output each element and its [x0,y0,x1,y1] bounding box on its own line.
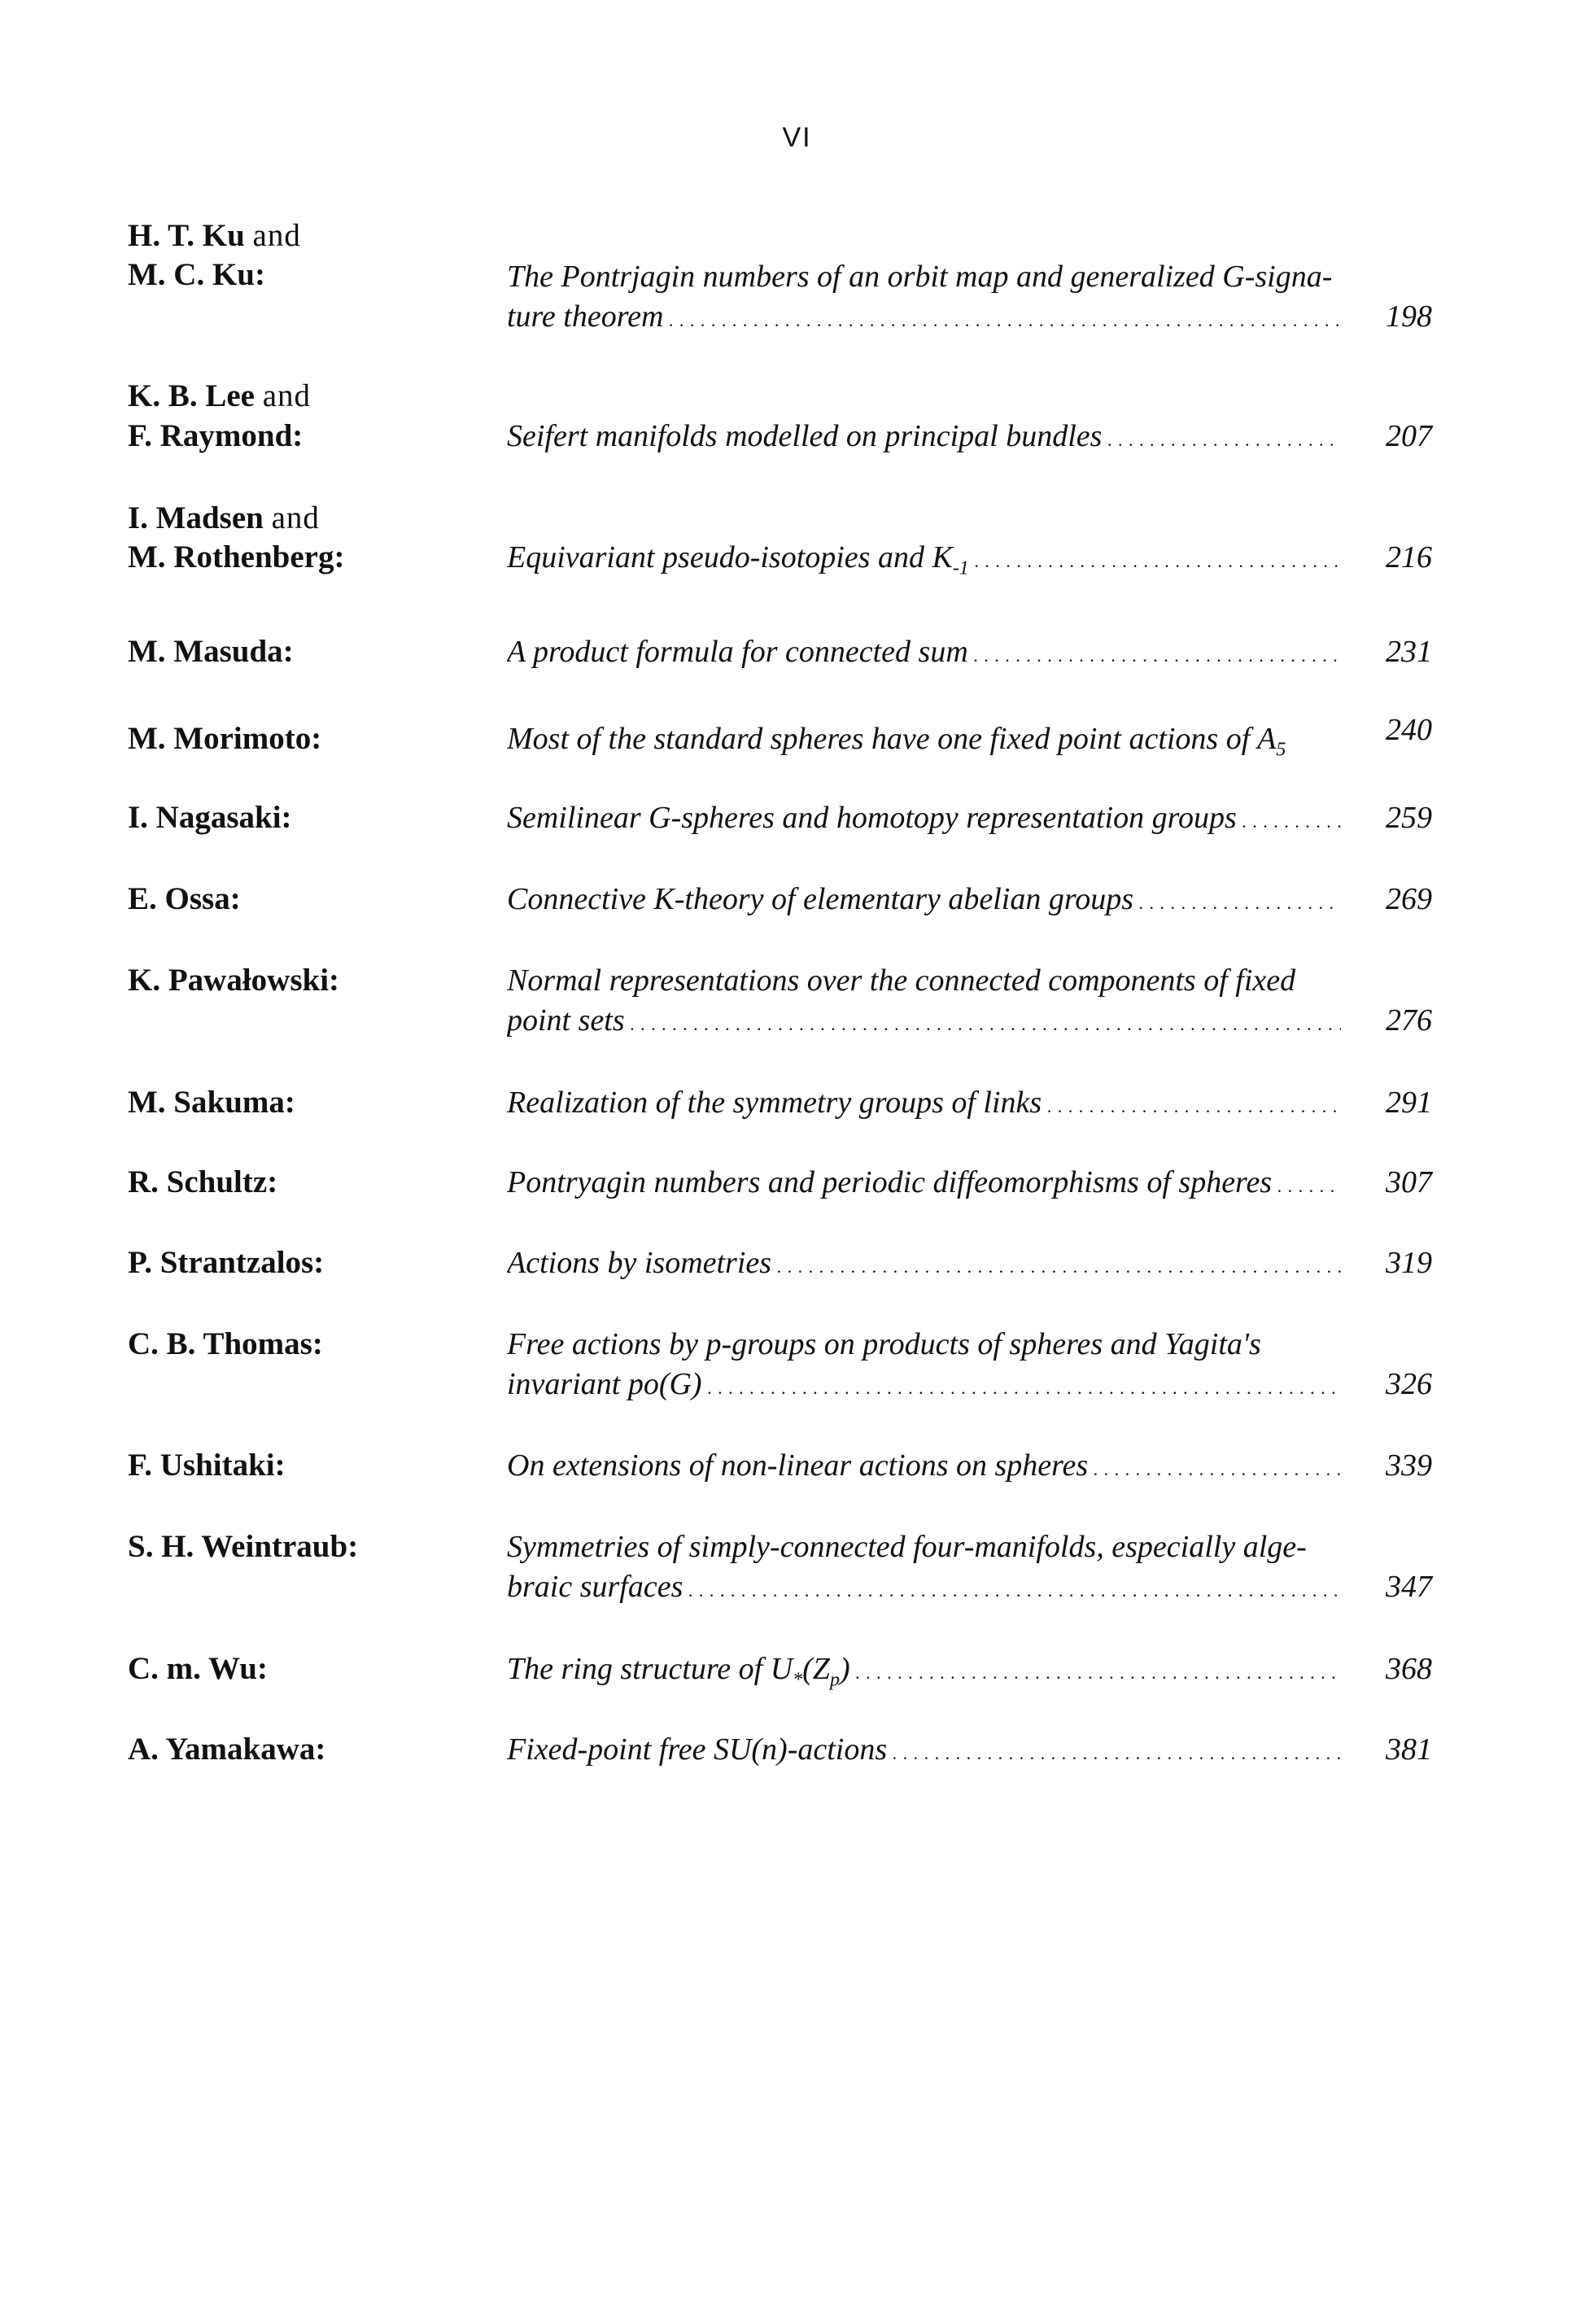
page-ref: 291 [1386,1086,1432,1120]
author-line [128,1243,502,1283]
author-line [128,631,502,672]
entry-title [507,537,1341,582]
page-ref: 319 [1386,1246,1432,1280]
entry-title: Actions by isometries . . . [507,1243,1341,1287]
author-name: A. Yamakawa [128,1732,316,1767]
author-colon: : [315,1732,326,1767]
author-colon: : [274,1448,286,1483]
author-line [128,1649,502,1689]
author-line [128,216,502,256]
author-conjunction: and [262,378,312,413]
author-line [128,960,502,1001]
page-ref: 347 [1386,1570,1432,1604]
entry-title: ture theorem . . . [507,296,1341,341]
entry-title: Fixed-point free SU(n)-actions . . . [507,1729,1341,1774]
entry-title: Symmetries of simply-connected four-manifolds, especially alge- [507,1530,1307,1564]
author-name: S. H. Weintraub [128,1529,348,1564]
author-colon: : [255,257,265,292]
title-text: Most of the standard spheres have one fixed point actions of A [507,722,1277,756]
author-conjunction: and [271,500,320,535]
page-ref: 207 [1386,419,1432,453]
author-colon: : [329,963,340,998]
author-colon: : [284,1085,295,1120]
page-ref: 269 [1386,882,1432,916]
entry-title: Free actions by p-groups on products of spheres and Yagita's [507,1327,1261,1361]
author-colon: : [256,1651,268,1686]
entry-title [507,1649,1341,1693]
page-ref: 240 [1386,713,1432,747]
author-colon: : [313,1245,325,1280]
page-ref: 259 [1386,801,1432,835]
page-ref: 276 [1386,1003,1432,1038]
author-line [128,1445,502,1486]
title-subscript: -1 [952,557,969,579]
page-number: VI [782,122,812,153]
author-line [128,1729,502,1770]
title-subscript: p [829,1669,840,1691]
author-line [128,376,502,417]
author-name: M. Sakuma [128,1085,285,1120]
author-name: F. Ushitaki [128,1448,275,1483]
page-ref: 381 [1386,1732,1432,1767]
entry-title: Pontryagin numbers and periodic diffeomorphisms of spheres . . . [507,1162,1341,1207]
author-line [128,416,502,456]
title-text: ) [839,1652,850,1686]
page-ref: 307 [1386,1165,1432,1199]
entry-title [507,719,1341,759]
author-name: C. B. Thomas [128,1326,312,1361]
author-colon: : [347,1529,359,1564]
entry-title: A product formula for connected sum . . . [507,631,1341,676]
author-colon: : [292,418,304,453]
title-subscript: 5 [1276,739,1286,759]
author-line [128,1324,502,1365]
author-line [128,879,502,920]
entry-title: Realization of the symmetry groups of links . . . [507,1082,1341,1127]
entry-title: The Pontrjagin numbers of an orbit map and generalized G-signa- [507,260,1333,294]
author-name: I. Nagasaki [128,800,282,835]
entry-title: invariant po(G) . . . [507,1364,1341,1409]
author-line [128,719,502,759]
author-name: M. Morimoto [128,721,312,756]
page-ref: 231 [1386,635,1432,669]
author-name: M. Rothenberg [128,540,334,574]
page-ref: 339 [1386,1448,1432,1483]
title-text: The ring structure of U [507,1652,793,1686]
author-line [128,1082,502,1123]
author-line [128,1527,502,1567]
author-line [128,1162,502,1203]
page-ref: 368 [1386,1652,1432,1686]
author-line [128,498,502,539]
author-colon: : [311,721,322,756]
author-colon: : [312,1326,323,1361]
entry-title: point sets . . . [507,1000,1341,1045]
author-name: R. Schultz [128,1164,268,1199]
title-subscript: * [793,1669,803,1691]
page-ref: 216 [1386,540,1432,574]
author-name: F. Raymond [128,418,293,453]
author-conjunction: and [252,218,301,253]
author-name: P. Strantzalos [128,1245,314,1280]
page-ref: 198 [1386,299,1432,334]
author-line [128,797,502,838]
author-name: E. Ossa [128,881,230,916]
entry-title: Connective K-theory of elementary abelian groups . . . [507,879,1341,924]
entry-title: Semilinear G-spheres and homotopy representation groups . . . [507,797,1341,842]
author-name: M. C. Ku [128,257,255,292]
author-colon: : [282,634,294,669]
author-line [128,537,502,578]
page-ref: 326 [1386,1367,1432,1401]
title-text: Equivariant pseudo-isotopies and K [507,540,953,574]
author-colon: : [229,881,241,916]
entry-title: Normal representations over the connected components of fixed [507,963,1296,998]
entry-title: Seifert manifolds modelled on principal bundles . . . [507,416,1341,461]
title-text: (Z [802,1652,830,1686]
author-name: K. B. Lee [128,378,255,413]
entry-title: On extensions of non-linear actions on spheres . . . [507,1445,1341,1490]
author-line [128,255,502,295]
author-colon: : [267,1164,278,1199]
author-name: H. T. Ku [128,218,245,253]
author-name: K. Pawałowski [128,963,330,998]
entry-title: braic surfaces . . . [507,1566,1341,1611]
author-name: C. m. Wu [128,1651,257,1686]
author-name: M. Masuda [128,634,283,669]
author-colon: : [281,800,292,835]
author-colon: : [334,540,345,574]
author-name: I. Madsen [128,500,264,535]
